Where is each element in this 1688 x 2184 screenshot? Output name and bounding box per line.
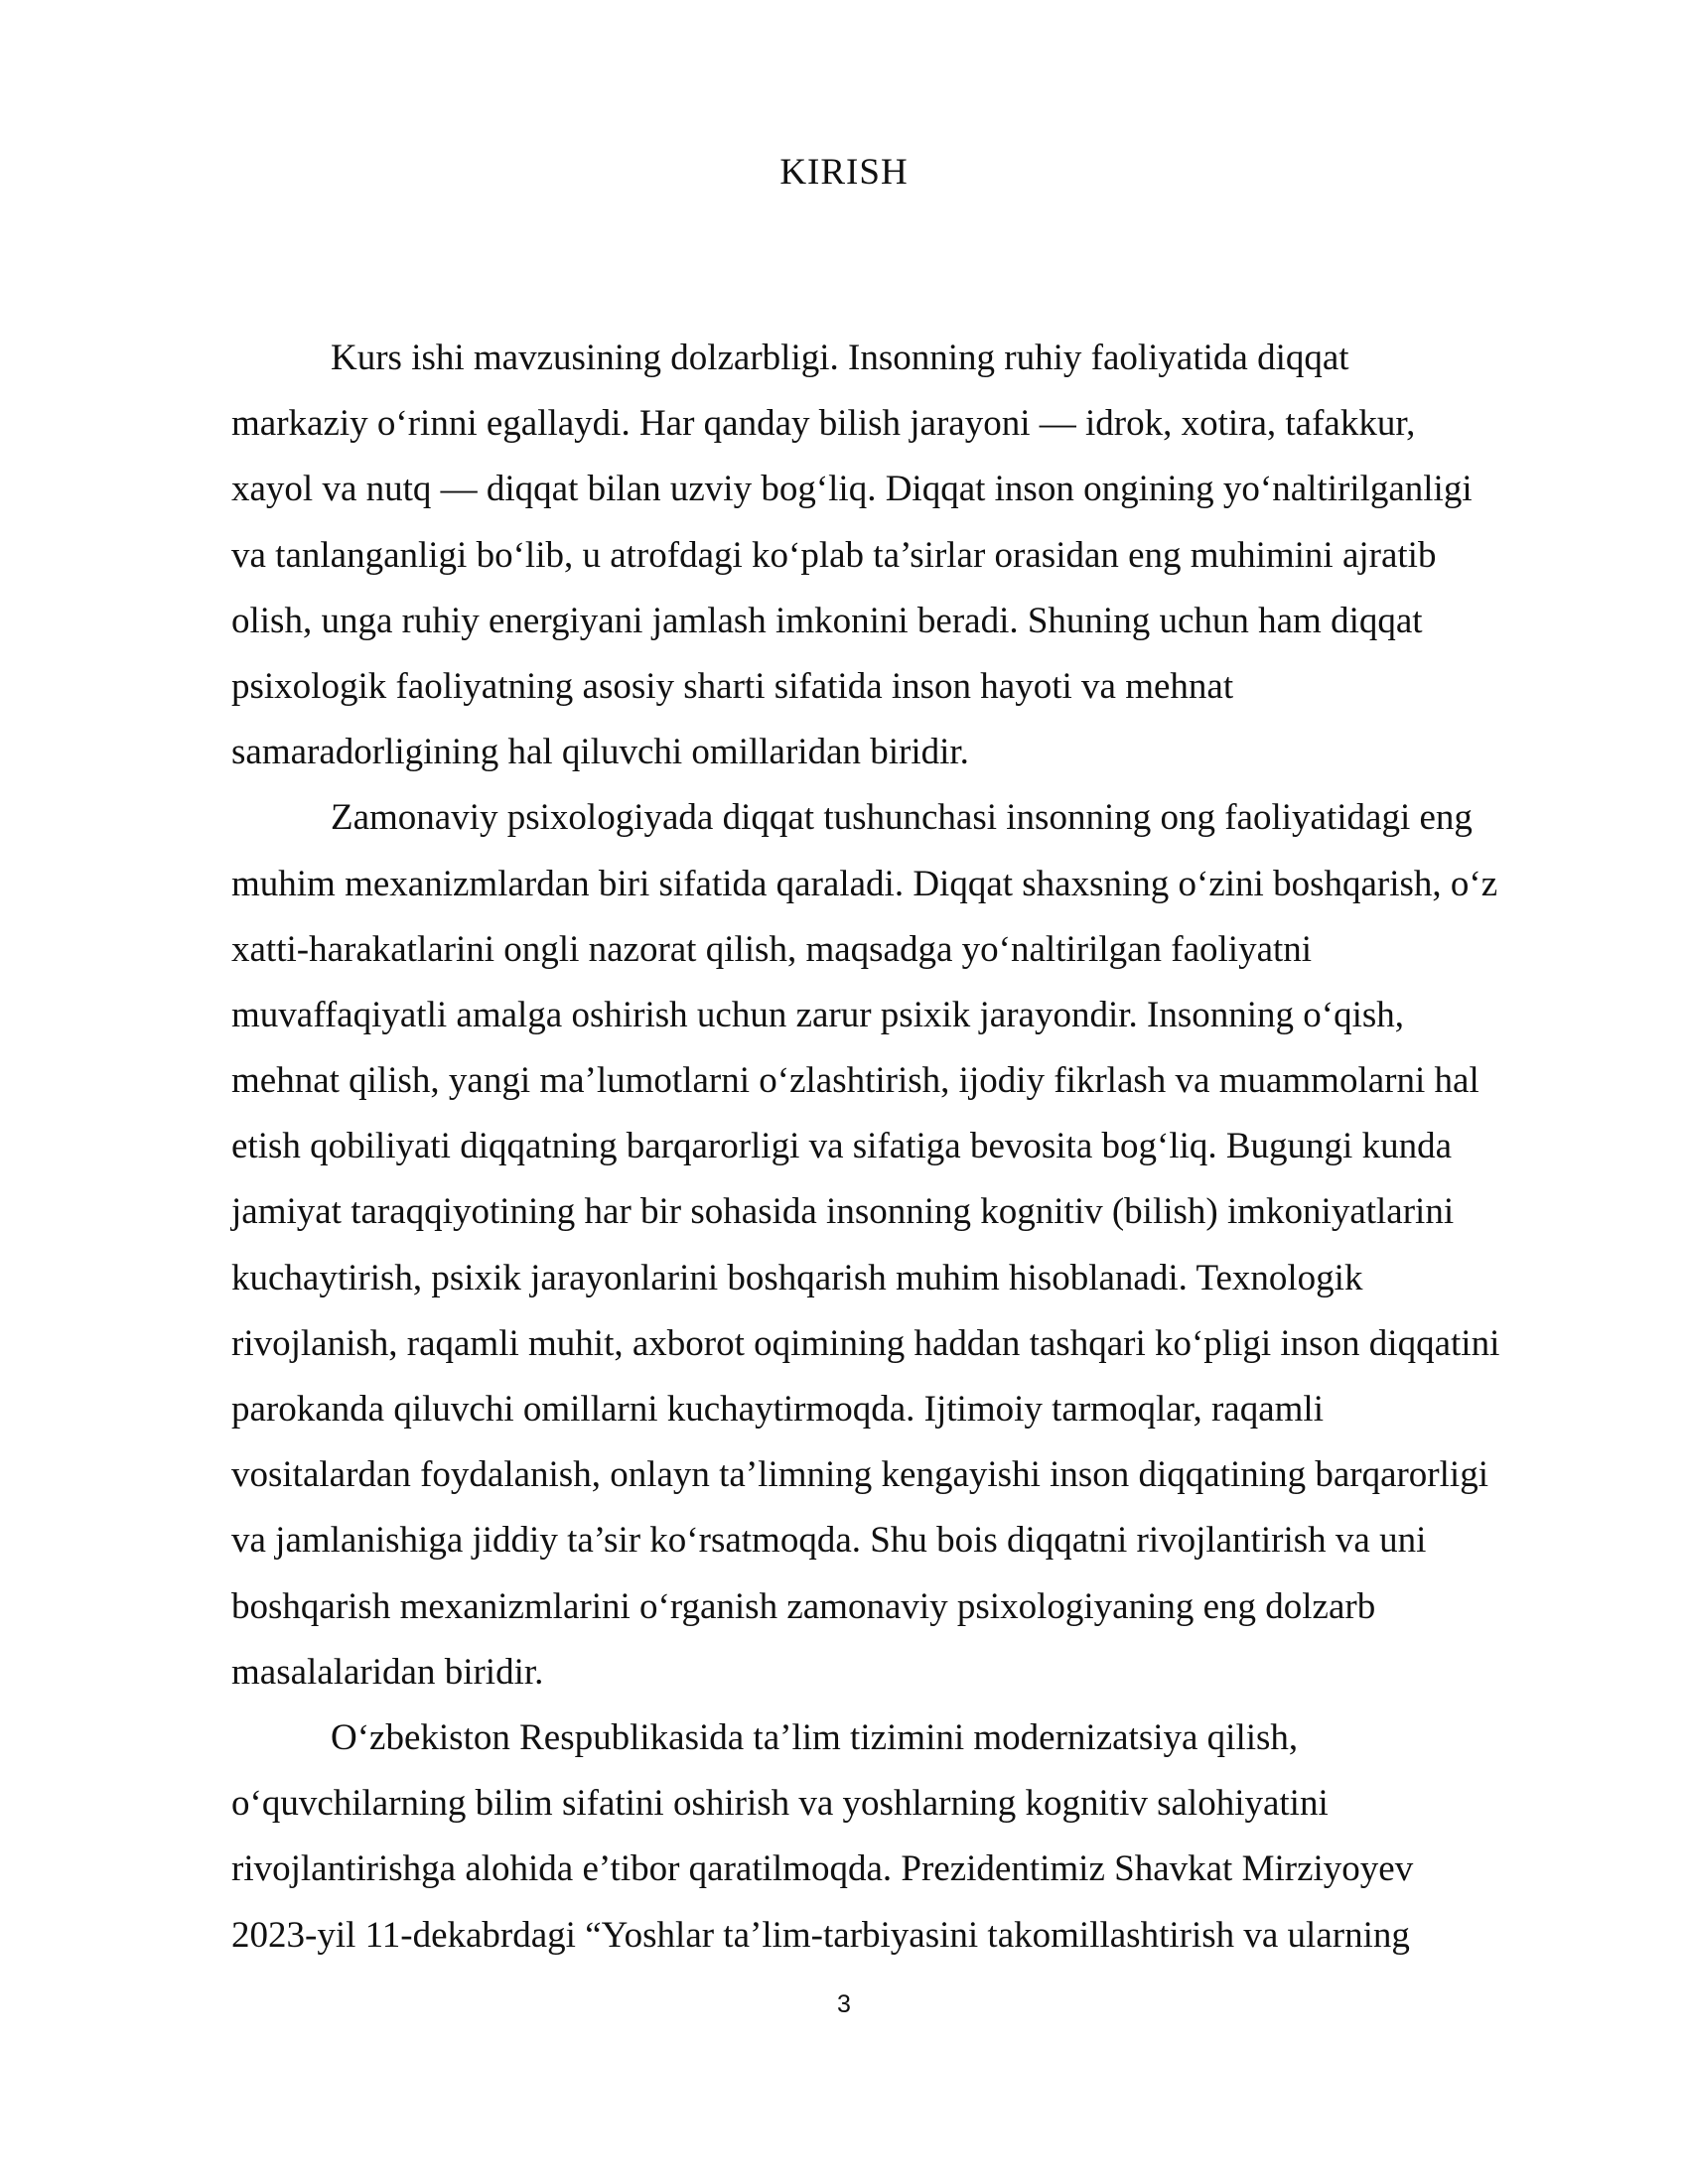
paragraph-2-line-8: kuchaytirish, psixik jarayonlarini boshqarish muhim hisoblanadi. Texnologik	[231, 1257, 1363, 1298]
paragraph-2-line-3: xatti-harakatlarini ongli nazorat qilish, maqsadga yo‘naltirilgan faoliyatni	[231, 928, 1313, 970]
paragraph-1-line-7: samaradorligining hal qiluvchi omillaridan biridir.	[231, 732, 969, 773]
paragraph-2-line-4: muvaffaqiyatli amalga oshirish uchun zarur psixik jarayondir. Insonning o‘qish,	[231, 994, 1405, 1035]
paragraph-2-line-14: masalalaridan biridir.	[231, 1651, 544, 1693]
paragraph-2-line-11: vositalardan foydalanish, onlayn ta’limning kengayishi inson diqqatining barqarorligi	[231, 1454, 1488, 1496]
paragraph-2-line-5: mehnat qilish, yangi ma’lumotlarni o‘zlashtirish, ijodiy fikrlash va muammolarni hal	[231, 1060, 1479, 1102]
paragraph-2-line-10: parokanda qiluvchi omillarni kuchaytirmoqda. Ijtimoiy tarmoqlar, raqamli	[231, 1389, 1324, 1430]
page-number: 3	[837, 1990, 851, 2018]
paragraph-2-line-6: etish qobiliyati diqqatning barqarorligi va sifatiga bevosita bog‘liq. Bugungi kunda	[231, 1126, 1453, 1167]
paragraph-3-line-3: rivojlantirishga alohida e’tibor qaratilmoqda. Prezidentimiz Shavkat Mirziyoyev	[231, 1848, 1414, 1890]
paragraph-3-line-2: o‘quvchilarning bilim sifatini oshirish va yoshlarning kognitiv salohiyatini	[231, 1783, 1329, 1825]
paragraph-2-line-7: jamiyat taraqqiyotining har bir sohasida insonning kognitiv (bilish) imkoniyatlarini	[231, 1191, 1455, 1233]
paragraph-1-line-6: psixologik faoliyatning asosiy sharti sifatida inson hayoti va mehnat	[231, 665, 1234, 707]
paragraph-1-line-3: xayol va nutq — diqqat bilan uzviy bog‘liq. Diqqat inson ongining yo‘naltirilganligi	[231, 469, 1473, 510]
paragraph-2-line-9: rivojlanish, raqamli muhit, axborot oqimining haddan tashqari ko‘pligi inson diqqatini	[231, 1322, 1500, 1364]
paragraph-2-line-12: va jamlanishiga jiddiy ta’sir ko‘rsatmoqda. Shu bois diqqatni rivojlantirish va uni	[231, 1520, 1427, 1562]
paragraph-2-line-2: muhim mexanizmlardan biri sifatida qaraladi. Diqqat shaxsning o‘zini boshqarish, o‘z	[231, 863, 1498, 904]
paragraph-1-line-5: olish, unga ruhiy energiyani jamlash imkonini beradi. Shuning uchun ham diqqat	[231, 600, 1423, 641]
paragraph-3-line-4: 2023-yil 11-dekabrdagi “Yoshlar ta’lim-tarbiyasini takomillashtirish va ularning	[231, 1914, 1410, 1956]
paragraph-1-line-1: Kurs ishi mavzusining dolzarbligi. Insonning ruhiy faoliyatida diqqat	[331, 338, 1349, 378]
paragraph-2-line-1: Zamonaviy psixologiyada diqqat tushunchasi insonning ong faoliyatidagi eng	[331, 797, 1473, 839]
section-heading: KIRISH	[779, 152, 909, 193]
body-text	[231, 326, 1542, 1969]
paragraph-1-line-4: va tanlanganligi bo‘lib, u atrofdagi ko‘plab ta’sirlar orasidan eng muhimini ajratib	[231, 534, 1437, 576]
paragraph-1-line-2: markaziy o‘rinni egallaydi. Har qanday bilish jarayoni — idrok, xotira, tafakkur,	[231, 403, 1416, 445]
paragraph-3-line-1: O‘zbekiston Respublikasida ta’lim tizimini modernizatsiya qilish,	[331, 1716, 1299, 1758]
paragraph-2-line-13: boshqarish mexanizmlarini o‘rganish zamonaviy psixologiyaning eng dolzarb	[231, 1585, 1376, 1627]
